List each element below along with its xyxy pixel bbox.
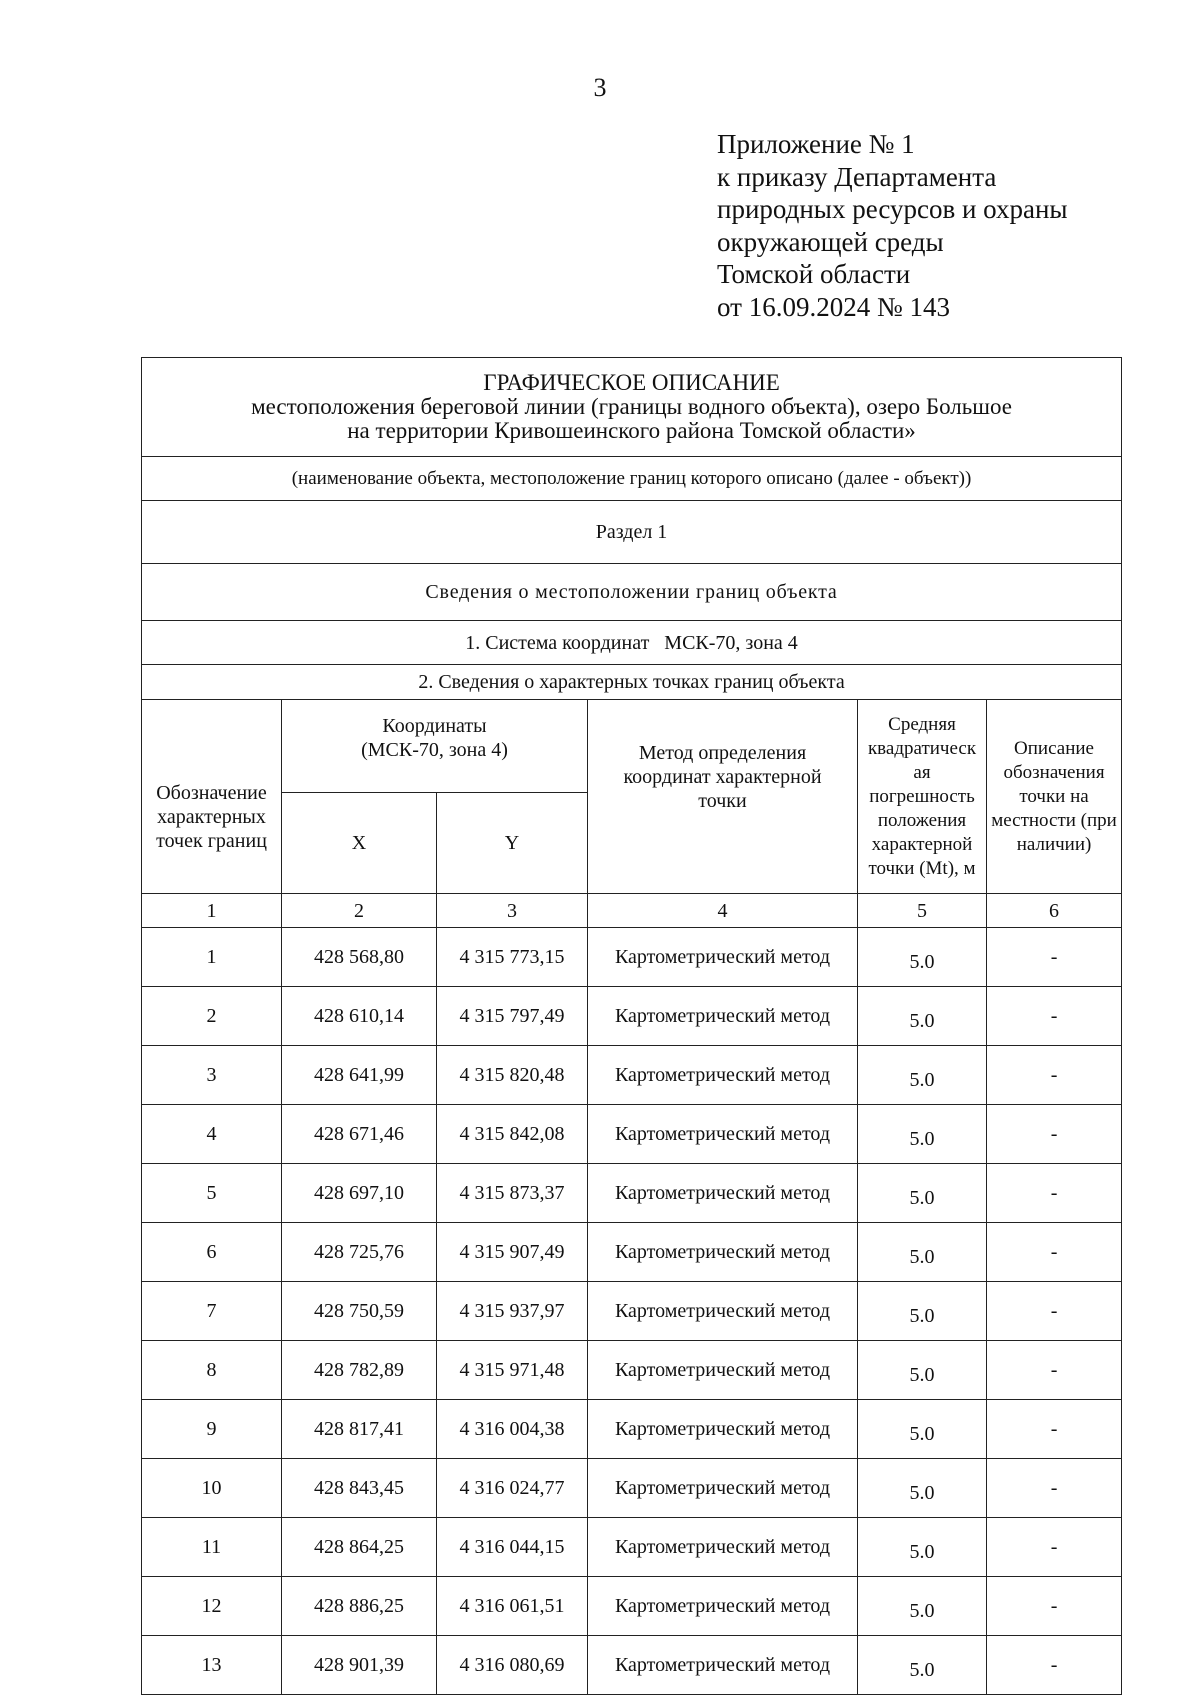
header-x: X	[282, 793, 437, 894]
coord-y: 4 315 907,49	[437, 1223, 588, 1282]
method: Картометрический метод	[588, 1164, 858, 1223]
appendix-line: Приложение № 1	[717, 129, 915, 159]
column-number: 5	[858, 894, 987, 928]
method: Картометрический метод	[588, 928, 858, 987]
coord-y: 4 316 024,77	[437, 1459, 588, 1518]
table-row	[142, 928, 1122, 987]
point-description: -	[987, 928, 1122, 987]
object-caption: (наименование объекта, местоположение границ которого описано (далее - объект))	[142, 457, 1122, 501]
document-title-line3: на территории Кривошеинского района Томской области»	[347, 418, 916, 443]
header-coordinates-line1: Координаты	[382, 715, 487, 737]
header-error: Средняя квадратическ ая погрешность положения характерной точки (Mt), м	[858, 700, 987, 894]
document-title-cell	[142, 358, 1122, 457]
mean-error: 5.0	[858, 1105, 987, 1164]
mean-error: 5.0	[858, 928, 987, 987]
point-description: -	[987, 1459, 1122, 1518]
method: Картометрический метод	[588, 1636, 858, 1695]
point-number: 2	[142, 987, 282, 1046]
coord-x: 428 725,76	[282, 1223, 437, 1282]
table-row	[142, 987, 1122, 1046]
coord-x: 428 568,80	[282, 928, 437, 987]
coord-y: 4 316 061,51	[437, 1577, 588, 1636]
table-row	[142, 1636, 1122, 1695]
point-number: 4	[142, 1105, 282, 1164]
table-row	[142, 1341, 1122, 1400]
mean-error: 5.0	[858, 1282, 987, 1341]
mean-error: 5.0	[858, 1636, 987, 1695]
coord-y: 4 315 797,49	[437, 987, 588, 1046]
table-row	[142, 1105, 1122, 1164]
column-number: 6	[987, 894, 1122, 928]
point-number: 7	[142, 1282, 282, 1341]
point-number: 1	[142, 928, 282, 987]
page-number: 3	[593, 73, 607, 102]
coord-y: 4 316 080,69	[437, 1636, 588, 1695]
mean-error: 5.0	[858, 1164, 987, 1223]
coord-x: 428 697,10	[282, 1164, 437, 1223]
point-description: -	[987, 1400, 1122, 1459]
mean-error: 5.0	[858, 1341, 987, 1400]
point-description: -	[987, 1223, 1122, 1282]
column-number: 3	[437, 894, 588, 928]
point-description: -	[987, 1282, 1122, 1341]
coord-x: 428 864,25	[282, 1518, 437, 1577]
method: Картометрический метод	[588, 1105, 858, 1164]
header-coordinates-line2: (МСК-70, зона 4)	[361, 739, 508, 761]
method: Картометрический метод	[588, 1341, 858, 1400]
method: Картометрический метод	[588, 1282, 858, 1341]
method: Картометрический метод	[588, 1459, 858, 1518]
header-description: Описание обозначения точки на местности (при наличии)	[987, 700, 1122, 894]
point-number: 13	[142, 1636, 282, 1695]
method: Картометрический метод	[588, 1223, 858, 1282]
coord-x: 428 671,46	[282, 1105, 437, 1164]
point-description: -	[987, 1636, 1122, 1695]
point-number: 11	[142, 1518, 282, 1577]
mean-error: 5.0	[858, 1046, 987, 1105]
coord-x: 428 610,14	[282, 987, 437, 1046]
coordinate-system-text: 1. Система координат МСК-70, зона 4	[465, 631, 798, 654]
coord-y: 4 315 971,48	[437, 1341, 588, 1400]
coord-x: 428 641,99	[282, 1046, 437, 1105]
table-row	[142, 1046, 1122, 1105]
appendix-line: окружающей среды	[717, 226, 944, 257]
coord-y: 4 315 820,48	[437, 1046, 588, 1105]
mean-error: 5.0	[858, 1518, 987, 1577]
coord-y: 4 316 044,15	[437, 1518, 588, 1577]
mean-error: 5.0	[858, 1400, 987, 1459]
method: Картометрический метод	[588, 1518, 858, 1577]
coord-x: 428 750,59	[282, 1282, 437, 1341]
coord-y: 4 315 842,08	[437, 1105, 588, 1164]
document-title: ГРАФИЧЕСКОЕ ОПИСАНИЕ	[483, 370, 780, 395]
coord-y: 4 315 773,15	[437, 928, 588, 987]
column-number: 2	[282, 894, 437, 928]
table-row	[142, 1459, 1122, 1518]
appendix-line: от 16.09.2024 № 143	[717, 291, 950, 322]
points-title: 2. Сведения о характерных точках границ объекта	[142, 665, 1122, 700]
point-number: 10	[142, 1459, 282, 1518]
method: Картометрический метод	[588, 987, 858, 1046]
header-y: Y	[437, 793, 588, 894]
mean-error: 5.0	[858, 1223, 987, 1282]
appendix-line: Томской области	[717, 259, 911, 289]
boundary-description-table	[141, 357, 1122, 1695]
point-description: -	[987, 1518, 1122, 1577]
coord-x: 428 886,25	[282, 1577, 437, 1636]
document-title-line2: местоположения береговой линии (границы водного объекта), озеро Большое	[251, 394, 1012, 419]
point-description: -	[987, 1341, 1122, 1400]
appendix-line: к приказу Департамента	[717, 161, 997, 192]
method: Картометрический метод	[588, 1046, 858, 1105]
point-number: 9	[142, 1400, 282, 1459]
point-description: -	[987, 1105, 1122, 1164]
point-number: 12	[142, 1577, 282, 1636]
coord-x: 428 782,89	[282, 1341, 437, 1400]
point-number: 6	[142, 1223, 282, 1282]
mean-error: 5.0	[858, 1577, 987, 1636]
header-method: Метод определения координат характерной точки	[588, 700, 858, 894]
point-description: -	[987, 1577, 1122, 1636]
point-description: -	[987, 1046, 1122, 1105]
header-coordinates	[282, 700, 588, 793]
method: Картометрический метод	[588, 1400, 858, 1459]
table-row	[142, 1223, 1122, 1282]
appendix-reference	[717, 128, 1068, 323]
point-description: -	[987, 1164, 1122, 1223]
coord-y: 4 316 004,38	[437, 1400, 588, 1459]
coord-x: 428 901,39	[282, 1636, 437, 1695]
point-number: 3	[142, 1046, 282, 1105]
section-heading: Раздел 1	[142, 501, 1122, 564]
header-designation: Обозначение характерных точек границ	[142, 700, 282, 894]
column-number: 1	[142, 894, 282, 928]
coordinate-system	[142, 621, 1122, 665]
table-row	[142, 1518, 1122, 1577]
mean-error: 5.0	[858, 1459, 987, 1518]
appendix-line: природных ресурсов и охраны	[717, 194, 1068, 224]
section-title: Сведения о местоположении границ объекта	[142, 564, 1122, 621]
method: Картометрический метод	[588, 1577, 858, 1636]
coord-y: 4 315 937,97	[437, 1282, 588, 1341]
coord-x: 428 843,45	[282, 1459, 437, 1518]
column-number: 4	[588, 894, 858, 928]
coord-x: 428 817,41	[282, 1400, 437, 1459]
coord-y: 4 315 873,37	[437, 1164, 588, 1223]
table-row	[142, 1577, 1122, 1636]
table-row	[142, 1282, 1122, 1341]
point-description: -	[987, 987, 1122, 1046]
point-number: 8	[142, 1341, 282, 1400]
table-row	[142, 1400, 1122, 1459]
mean-error: 5.0	[858, 987, 987, 1046]
table-row	[142, 1164, 1122, 1223]
point-number: 5	[142, 1164, 282, 1223]
